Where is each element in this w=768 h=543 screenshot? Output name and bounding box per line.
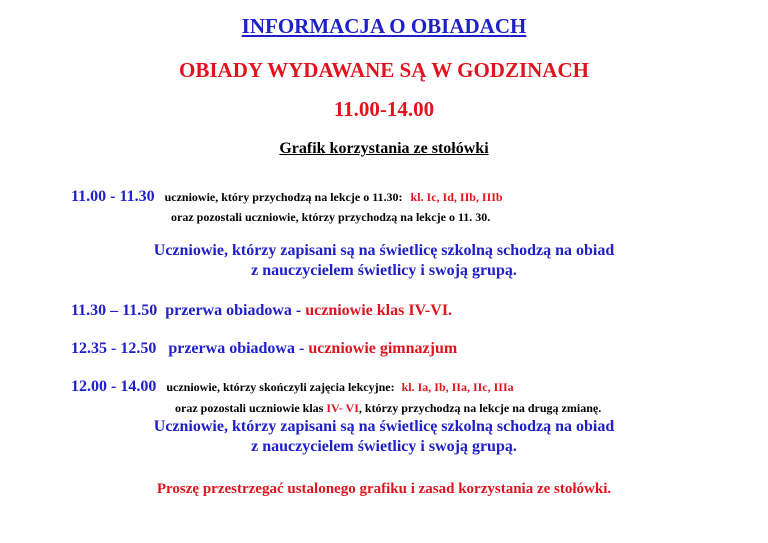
- serving-hours: 11.00-14.00: [333, 97, 435, 121]
- slot-1-desc: uczniowie, który przychodzą na lekcje o 11.30:: [164, 190, 403, 204]
- footer-notice: Proszę przestrzegać ustalonego grafiku i zasad korzystania ze stołówki.: [156, 481, 612, 497]
- slot-2: [71, 302, 452, 320]
- schedule-heading: Grafik korzystania ze stołówki: [279, 140, 489, 157]
- slot-1-classes: kl. Ic, Id, IIb, IIIb: [410, 190, 503, 204]
- note-2-line-1: Uczniowie, którzy zapisani są na świetlicę szkolną schodzą na obiad: [153, 418, 615, 435]
- note-1-line-2: z nauczycielem świetlicy i swoją grupą.: [251, 262, 517, 279]
- slot-1-time: 11.00 - 11.30: [71, 188, 155, 205]
- slot-3-who: uczniowie gimnazjum: [308, 340, 458, 357]
- page-subtitle: OBIADY WYDAWANE SĄ W GODZINACH: [179, 58, 589, 82]
- page-title: INFORMACJA O OBIADACH: [241, 14, 527, 38]
- note-1-line-1: Uczniowie, którzy zapisani są na świetlicę szkolną schodzą na obiad: [153, 242, 615, 259]
- slot-1-desc-2: oraz pozostali uczniowie, którzy przychodzą na lekcje o 11. 30.: [171, 210, 491, 224]
- slot-1: [71, 188, 503, 206]
- slot-4-desc-2c: , którzy przychodzą na lekcje na drugą zmianę.: [358, 401, 602, 415]
- slot-4: [71, 378, 514, 396]
- slot-3-label: przerwa obiadowa -: [168, 340, 305, 357]
- slot-4-desc-2a: oraz pozostali uczniowie klas: [175, 401, 324, 415]
- slot-4-time: 12.00 - 14.00: [71, 378, 157, 395]
- slot-4-desc-2: [175, 401, 601, 416]
- slot-3: [71, 340, 457, 358]
- note-2-line-2: z nauczycielem świetlicy i swoją grupą.: [251, 438, 517, 455]
- slot-2-time: 11.30 – 11.50: [71, 302, 158, 319]
- slot-3-time: 12.35 - 12.50: [71, 340, 157, 357]
- slot-2-label: przerwa obiadowa -: [165, 302, 302, 319]
- slot-4-desc: uczniowie, którzy skończyli zajęcia lekcyjne:: [166, 380, 395, 394]
- slot-4-classes: kl. Ia, Ib, IIa, IIc, IIIa: [401, 380, 514, 394]
- slot-4-desc-2b: IV- VI: [326, 401, 359, 415]
- slot-2-who: uczniowie klas IV-VI.: [305, 302, 453, 319]
